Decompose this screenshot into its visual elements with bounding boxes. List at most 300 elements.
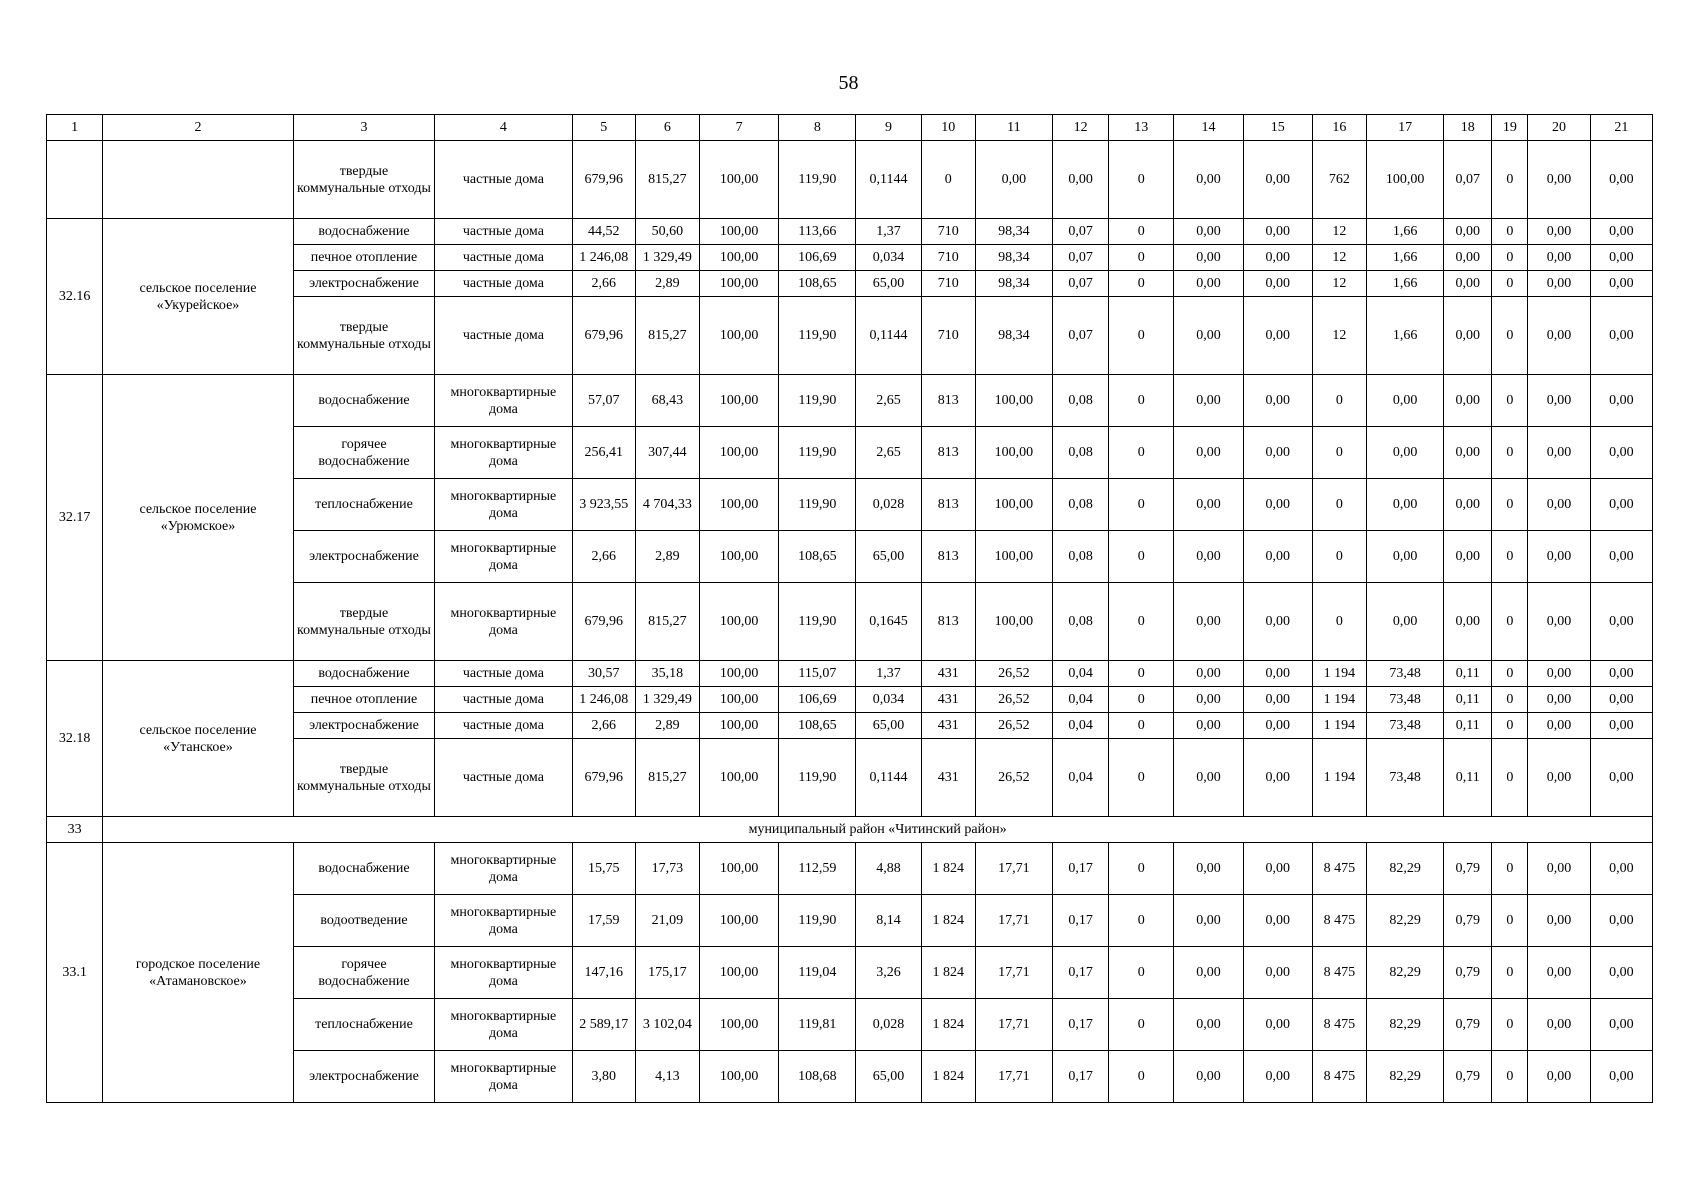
value-cell: 0,00: [1366, 583, 1443, 661]
value-cell: 100,00: [975, 375, 1052, 427]
value-cell: 0,00: [1174, 141, 1243, 219]
value-cell: 0,08: [1053, 583, 1109, 661]
value-cell: 1 246,08: [572, 245, 635, 271]
value-cell: 15,75: [572, 843, 635, 895]
value-cell: 0,00: [1590, 947, 1652, 999]
settlement-id: 33.1: [47, 843, 103, 1103]
value-cell: 0,00: [975, 141, 1052, 219]
value-cell: 815,27: [635, 739, 699, 817]
housing-type: многоквартирные дома: [435, 427, 572, 479]
value-cell: 100,00: [699, 427, 778, 479]
settlement-name: сельское поселение «Урюмское»: [103, 375, 294, 661]
value-cell: 1 194: [1312, 687, 1366, 713]
value-cell: 0,00: [1528, 141, 1590, 219]
value-cell: 0: [1109, 661, 1174, 687]
table-row: [47, 843, 1653, 895]
value-cell: 0: [1312, 427, 1366, 479]
housing-type: многоквартирные дома: [435, 1051, 572, 1103]
value-cell: 0,034: [856, 245, 921, 271]
settlement-name: сельское поселение «Укурейское»: [103, 219, 294, 375]
value-cell: 0,11: [1444, 661, 1492, 687]
value-cell: 82,29: [1366, 999, 1443, 1051]
value-cell: 73,48: [1366, 739, 1443, 817]
value-cell: 0: [1109, 687, 1174, 713]
value-cell: 0,00: [1528, 661, 1590, 687]
value-cell: 100,00: [699, 713, 778, 739]
value-cell: 0,00: [1243, 245, 1312, 271]
value-cell: 82,29: [1366, 843, 1443, 895]
value-cell: 82,29: [1366, 1051, 1443, 1103]
value-cell: 0,00: [1366, 427, 1443, 479]
value-cell: 26,52: [975, 687, 1052, 713]
value-cell: 1 824: [921, 895, 975, 947]
value-cell: 0,04: [1053, 739, 1109, 817]
value-cell: 82,29: [1366, 895, 1443, 947]
value-cell: 0,79: [1444, 843, 1492, 895]
value-cell: 21,09: [635, 895, 699, 947]
value-cell: 2,89: [635, 713, 699, 739]
value-cell: 431: [921, 687, 975, 713]
value-cell: 815,27: [635, 141, 699, 219]
value-cell: 0,00: [1243, 141, 1312, 219]
value-cell: 0,00: [1366, 531, 1443, 583]
column-header: 18: [1444, 115, 1492, 141]
value-cell: 98,34: [975, 271, 1052, 297]
value-cell: 0,08: [1053, 479, 1109, 531]
value-cell: 17,71: [975, 999, 1052, 1051]
service-type: водоотведение: [293, 895, 434, 947]
value-cell: 17,71: [975, 1051, 1052, 1103]
value-cell: 12: [1312, 297, 1366, 375]
housing-type: частные дома: [435, 661, 572, 687]
value-cell: 0,00: [1243, 843, 1312, 895]
column-header: 9: [856, 115, 921, 141]
value-cell: 100,00: [975, 531, 1052, 583]
value-cell: 0,00: [1174, 583, 1243, 661]
value-cell: 2 589,17: [572, 999, 635, 1051]
value-cell: 0: [1312, 583, 1366, 661]
value-cell: 0: [1312, 531, 1366, 583]
column-header: 14: [1174, 115, 1243, 141]
value-cell: 0: [1492, 427, 1528, 479]
value-cell: 0,00: [1528, 687, 1590, 713]
value-cell: 17,59: [572, 895, 635, 947]
value-cell: 100,00: [975, 427, 1052, 479]
table-row: [47, 375, 1653, 427]
service-type: печное отопление: [293, 687, 434, 713]
value-cell: 119,90: [779, 583, 856, 661]
value-cell: 0,00: [1174, 427, 1243, 479]
value-cell: 1 824: [921, 947, 975, 999]
service-type: теплоснабжение: [293, 999, 434, 1051]
service-type: твердые коммунальные отходы: [293, 297, 434, 375]
value-cell: 0,00: [1444, 271, 1492, 297]
service-type: твердые коммунальные отходы: [293, 141, 434, 219]
column-header: 12: [1053, 115, 1109, 141]
value-cell: 813: [921, 375, 975, 427]
service-type: электроснабжение: [293, 271, 434, 297]
value-cell: 0: [1109, 843, 1174, 895]
value-cell: 0: [1109, 375, 1174, 427]
value-cell: 100,00: [699, 947, 778, 999]
value-cell: 431: [921, 739, 975, 817]
value-cell: 0,00: [1444, 479, 1492, 531]
value-cell: 2,89: [635, 271, 699, 297]
section-title: муниципальный район «Читинский район»: [103, 817, 1653, 843]
settlement-id: 32.16: [47, 219, 103, 375]
value-cell: 0: [1492, 947, 1528, 999]
value-cell: 2,89: [635, 531, 699, 583]
value-cell: 100,00: [699, 219, 778, 245]
housing-type: частные дома: [435, 687, 572, 713]
value-cell: 1 194: [1312, 713, 1366, 739]
value-cell: 12: [1312, 219, 1366, 245]
housing-type: многоквартирные дома: [435, 843, 572, 895]
value-cell: 1,37: [856, 661, 921, 687]
table-row: [47, 141, 1653, 219]
value-cell: 2,66: [572, 531, 635, 583]
value-cell: 0,00: [1243, 895, 1312, 947]
value-cell: 0: [1492, 271, 1528, 297]
value-cell: 0,00: [1590, 271, 1652, 297]
value-cell: 100,00: [699, 297, 778, 375]
value-cell: 0,11: [1444, 713, 1492, 739]
value-cell: 0,00: [1174, 297, 1243, 375]
service-type: теплоснабжение: [293, 479, 434, 531]
value-cell: 0: [1492, 245, 1528, 271]
column-header: 15: [1243, 115, 1312, 141]
value-cell: 100,00: [699, 141, 778, 219]
value-cell: 0,00: [1174, 271, 1243, 297]
value-cell: 100,00: [699, 843, 778, 895]
value-cell: 0,00: [1174, 245, 1243, 271]
value-cell: 100,00: [1366, 141, 1443, 219]
column-header: 3: [293, 115, 434, 141]
value-cell: 0,00: [1590, 531, 1652, 583]
value-cell: 0,17: [1053, 843, 1109, 895]
value-cell: 813: [921, 479, 975, 531]
header-row: [47, 115, 1653, 141]
value-cell: 100,00: [699, 895, 778, 947]
value-cell: 0: [1492, 141, 1528, 219]
value-cell: 0,00: [1590, 375, 1652, 427]
value-cell: 0: [1109, 531, 1174, 583]
value-cell: 2,66: [572, 713, 635, 739]
value-cell: 813: [921, 583, 975, 661]
value-cell: 1 194: [1312, 739, 1366, 817]
value-cell: 4,13: [635, 1051, 699, 1103]
value-cell: 762: [1312, 141, 1366, 219]
value-cell: 0,00: [1590, 661, 1652, 687]
service-type: твердые коммунальные отходы: [293, 583, 434, 661]
column-header: 17: [1366, 115, 1443, 141]
value-cell: 1,66: [1366, 297, 1443, 375]
value-cell: 0: [1109, 713, 1174, 739]
housing-type: частные дома: [435, 271, 572, 297]
value-cell: 0: [1492, 531, 1528, 583]
value-cell: 0,00: [1174, 687, 1243, 713]
service-type: водоснабжение: [293, 843, 434, 895]
value-cell: 0: [1312, 375, 1366, 427]
value-cell: 0,17: [1053, 947, 1109, 999]
value-cell: 0: [1492, 999, 1528, 1051]
value-cell: 98,34: [975, 219, 1052, 245]
value-cell: 0,00: [1243, 947, 1312, 999]
value-cell: 100,00: [975, 479, 1052, 531]
value-cell: 44,52: [572, 219, 635, 245]
service-type: твердые коммунальные отходы: [293, 739, 434, 817]
value-cell: 12: [1312, 245, 1366, 271]
value-cell: 8 475: [1312, 947, 1366, 999]
value-cell: 0,04: [1053, 661, 1109, 687]
value-cell: 0,1144: [856, 739, 921, 817]
value-cell: 100,00: [699, 739, 778, 817]
service-type: водоснабжение: [293, 219, 434, 245]
value-cell: 108,68: [779, 1051, 856, 1103]
value-cell: 73,48: [1366, 687, 1443, 713]
value-cell: 1 329,49: [635, 687, 699, 713]
value-cell: 0,07: [1053, 219, 1109, 245]
value-cell: 0,00: [1528, 271, 1590, 297]
value-cell: 0: [1492, 297, 1528, 375]
housing-type: частные дома: [435, 739, 572, 817]
housing-type: частные дома: [435, 219, 572, 245]
value-cell: 0,00: [1444, 297, 1492, 375]
settlement-id: 32.18: [47, 661, 103, 817]
value-cell: 0,00: [1243, 427, 1312, 479]
value-cell: 0,00: [1174, 219, 1243, 245]
value-cell: 35,18: [635, 661, 699, 687]
value-cell: 0,00: [1590, 479, 1652, 531]
value-cell: 112,59: [779, 843, 856, 895]
value-cell: 50,60: [635, 219, 699, 245]
value-cell: 0,00: [1053, 141, 1109, 219]
value-cell: 68,43: [635, 375, 699, 427]
value-cell: 0,00: [1243, 999, 1312, 1051]
section-row: [47, 817, 1653, 843]
column-header: 1: [47, 115, 103, 141]
value-cell: 73,48: [1366, 713, 1443, 739]
value-cell: 1 824: [921, 999, 975, 1051]
value-cell: 8 475: [1312, 895, 1366, 947]
value-cell: 0: [1492, 375, 1528, 427]
value-cell: 1 824: [921, 1051, 975, 1103]
value-cell: 0,00: [1174, 947, 1243, 999]
value-cell: 0: [1109, 1051, 1174, 1103]
value-cell: 0,00: [1243, 1051, 1312, 1103]
value-cell: 100,00: [699, 245, 778, 271]
value-cell: 0,00: [1528, 427, 1590, 479]
value-cell: 0,00: [1590, 427, 1652, 479]
value-cell: 0,00: [1528, 297, 1590, 375]
value-cell: 0,00: [1243, 531, 1312, 583]
value-cell: 0,00: [1528, 479, 1590, 531]
value-cell: 0,79: [1444, 947, 1492, 999]
value-cell: 147,16: [572, 947, 635, 999]
housing-type: частные дома: [435, 245, 572, 271]
housing-type: многоквартирные дома: [435, 375, 572, 427]
value-cell: 0,00: [1444, 583, 1492, 661]
value-cell: 0,07: [1444, 141, 1492, 219]
value-cell: 0,00: [1528, 245, 1590, 271]
value-cell: 17,71: [975, 895, 1052, 947]
table-row: [47, 219, 1653, 245]
value-cell: 0,1645: [856, 583, 921, 661]
value-cell: 0,00: [1590, 1051, 1652, 1103]
value-cell: 0,00: [1528, 895, 1590, 947]
value-cell: 813: [921, 531, 975, 583]
service-type: горячее водоснабжение: [293, 427, 434, 479]
value-cell: 65,00: [856, 531, 921, 583]
value-cell: 0,00: [1590, 245, 1652, 271]
value-cell: 119,04: [779, 947, 856, 999]
value-cell: 0,79: [1444, 1051, 1492, 1103]
value-cell: 0,034: [856, 687, 921, 713]
value-cell: 65,00: [856, 1051, 921, 1103]
value-cell: 26,52: [975, 713, 1052, 739]
value-cell: 0,00: [1590, 999, 1652, 1051]
value-cell: 119,90: [779, 141, 856, 219]
column-header: 11: [975, 115, 1052, 141]
value-cell: 0,11: [1444, 687, 1492, 713]
value-cell: 0,00: [1528, 219, 1590, 245]
value-cell: 0,00: [1366, 479, 1443, 531]
column-header: 13: [1109, 115, 1174, 141]
value-cell: 0: [1109, 271, 1174, 297]
value-cell: 0: [1312, 479, 1366, 531]
value-cell: 0,00: [1528, 713, 1590, 739]
value-cell: 115,07: [779, 661, 856, 687]
value-cell: 0,028: [856, 479, 921, 531]
section-id: 33: [47, 817, 103, 843]
value-cell: 4 704,33: [635, 479, 699, 531]
tariff-table: [46, 114, 1653, 1103]
value-cell: 0,00: [1243, 271, 1312, 297]
value-cell: 119,90: [779, 427, 856, 479]
value-cell: 0: [1109, 219, 1174, 245]
value-cell: 0: [1492, 739, 1528, 817]
value-cell: 0: [1109, 427, 1174, 479]
settlement-name: [103, 141, 294, 219]
value-cell: 98,34: [975, 245, 1052, 271]
service-type: печное отопление: [293, 245, 434, 271]
value-cell: 0,11: [1444, 739, 1492, 817]
value-cell: 0,00: [1444, 219, 1492, 245]
value-cell: 26,52: [975, 739, 1052, 817]
value-cell: 0: [1492, 713, 1528, 739]
table-body: [47, 115, 1653, 1103]
column-header: 10: [921, 115, 975, 141]
value-cell: 0,00: [1174, 999, 1243, 1051]
value-cell: 0,17: [1053, 1051, 1109, 1103]
value-cell: 679,96: [572, 297, 635, 375]
service-type: водоснабжение: [293, 375, 434, 427]
housing-type: многоквартирные дома: [435, 531, 572, 583]
value-cell: 100,00: [699, 687, 778, 713]
value-cell: 17,71: [975, 947, 1052, 999]
value-cell: 73,48: [1366, 661, 1443, 687]
value-cell: 0,07: [1053, 245, 1109, 271]
value-cell: 0,00: [1528, 999, 1590, 1051]
value-cell: 0: [1492, 479, 1528, 531]
value-cell: 119,90: [779, 297, 856, 375]
value-cell: 0,07: [1053, 297, 1109, 375]
value-cell: 0: [1109, 141, 1174, 219]
value-cell: 0: [1109, 739, 1174, 817]
value-cell: 1,66: [1366, 271, 1443, 297]
value-cell: 1,66: [1366, 219, 1443, 245]
value-cell: 431: [921, 661, 975, 687]
value-cell: 0,00: [1243, 713, 1312, 739]
value-cell: 0,08: [1053, 427, 1109, 479]
column-header: 6: [635, 115, 699, 141]
value-cell: 0,17: [1053, 895, 1109, 947]
table-row: [47, 661, 1653, 687]
page-number: 58: [838, 72, 859, 94]
value-cell: 0,00: [1174, 1051, 1243, 1103]
value-cell: 0: [1109, 895, 1174, 947]
value-cell: 12: [1312, 271, 1366, 297]
column-header: 19: [1492, 115, 1528, 141]
column-header: 2: [103, 115, 294, 141]
value-cell: 100,00: [699, 1051, 778, 1103]
value-cell: 0,79: [1444, 999, 1492, 1051]
value-cell: 1,66: [1366, 245, 1443, 271]
value-cell: 0: [1492, 1051, 1528, 1103]
value-cell: 2,66: [572, 271, 635, 297]
value-cell: 0: [1492, 661, 1528, 687]
value-cell: 0: [1109, 297, 1174, 375]
value-cell: 0: [1492, 843, 1528, 895]
value-cell: 119,90: [779, 895, 856, 947]
value-cell: 0,00: [1528, 531, 1590, 583]
value-cell: 8 475: [1312, 1051, 1366, 1103]
value-cell: 8 475: [1312, 843, 1366, 895]
value-cell: 108,65: [779, 271, 856, 297]
value-cell: 0,00: [1444, 427, 1492, 479]
value-cell: 1 194: [1312, 661, 1366, 687]
value-cell: 3,26: [856, 947, 921, 999]
value-cell: 2,65: [856, 427, 921, 479]
column-header: 16: [1312, 115, 1366, 141]
value-cell: 431: [921, 713, 975, 739]
value-cell: 0: [1492, 895, 1528, 947]
value-cell: 679,96: [572, 583, 635, 661]
service-type: электроснабжение: [293, 1051, 434, 1103]
value-cell: 0,00: [1590, 739, 1652, 817]
value-cell: 0,00: [1444, 375, 1492, 427]
value-cell: 256,41: [572, 427, 635, 479]
value-cell: 119,90: [779, 739, 856, 817]
column-header: 21: [1590, 115, 1652, 141]
value-cell: 4,88: [856, 843, 921, 895]
value-cell: 0,08: [1053, 531, 1109, 583]
value-cell: 0,00: [1243, 739, 1312, 817]
value-cell: 2,65: [856, 375, 921, 427]
value-cell: 0: [1109, 999, 1174, 1051]
settlement-id: 32.17: [47, 375, 103, 661]
value-cell: 0,00: [1444, 531, 1492, 583]
value-cell: 0,00: [1174, 713, 1243, 739]
value-cell: 57,07: [572, 375, 635, 427]
value-cell: 0: [1492, 219, 1528, 245]
value-cell: 0,17: [1053, 999, 1109, 1051]
value-cell: 108,65: [779, 531, 856, 583]
value-cell: 0,00: [1528, 375, 1590, 427]
column-header: 8: [779, 115, 856, 141]
value-cell: 0,07: [1053, 271, 1109, 297]
housing-type: многоквартирные дома: [435, 583, 572, 661]
